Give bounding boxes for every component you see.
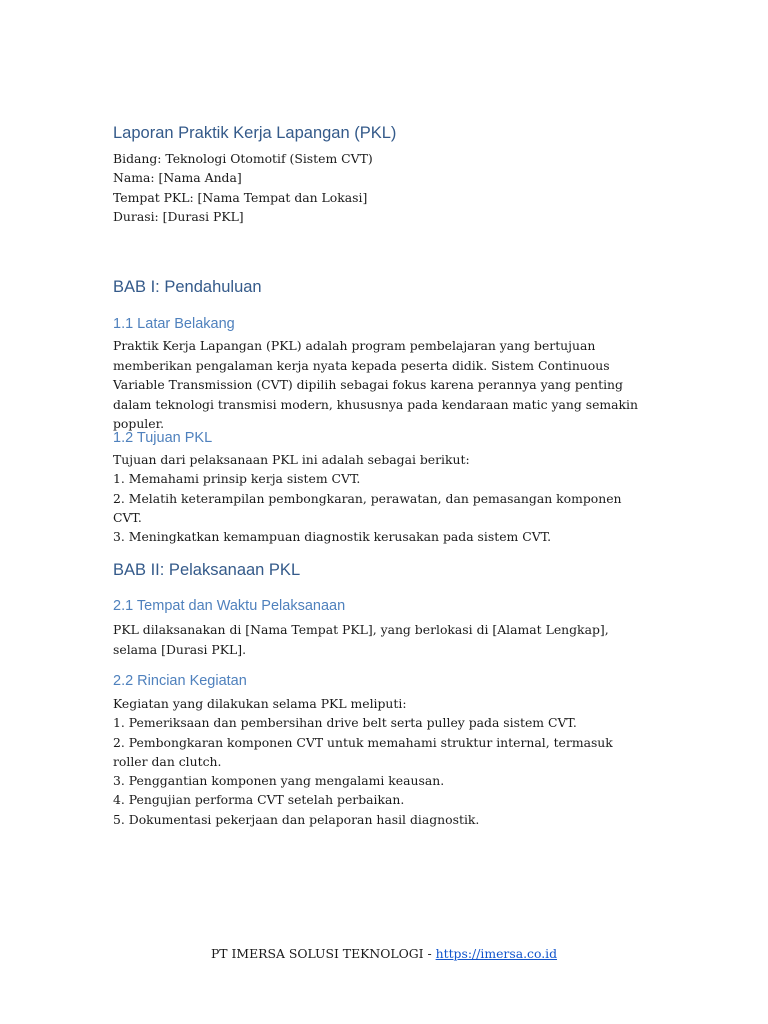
page-footer — [0, 946, 768, 961]
list-item: 2. Melatih keterampilan pembongkaran, perawatan, dan pemasangan komponen CVT. — [113, 490, 622, 525]
section-2-2-heading: 2.2 Rincian Kegiatan — [113, 673, 247, 689]
section-1-2-list — [113, 450, 648, 546]
section-2-2-list — [113, 694, 648, 829]
meta-place: Tempat PKL: [Nama Tempat dan Lokasi] — [113, 189, 368, 205]
meta-field: Bidang: Teknologi Otomotif (Sistem CVT) — [113, 151, 373, 166]
section-1-1-text: Praktik Kerja Lapangan (PKL) adalah program pembelajaran yang bertujuan memberikan pengalaman kerja nyata kepada peserta didik. Sistem Continuous Variable Transmission (CVT) dipilih sebagai fokus karena perannya yang penting dalam teknologi transmisi modern, khususnya pada kendaraan matic yang semakin populer. — [113, 338, 639, 431]
list-item: 3. Penggantian komponen yang mengalami keausan. — [113, 773, 445, 789]
list-intro: Tujuan dari pelaksanaan PKL ini adalah sebagai berikut: — [113, 452, 470, 467]
document-meta — [113, 149, 373, 226]
section-1-1-heading: 1.1 Latar Belakang — [113, 316, 235, 332]
list-item: 4. Pengujian performa CVT setelah perbaikan. — [113, 792, 405, 808]
meta-duration: Durasi: [Durasi PKL] — [113, 208, 244, 224]
footer-company: PT IMERSA SOLUSI TEKNOLOGI - — [210, 946, 436, 961]
list-item: 3. Meningkatkan kemampuan diagnostik kerusakan pada sistem CVT. — [113, 529, 552, 545]
meta-name: Nama: [Nama Anda] — [113, 170, 242, 186]
list-intro: Kegiatan yang dilakukan selama PKL meliputi: — [113, 696, 407, 711]
footer-link[interactable]: https://imersa.co.id — [435, 946, 558, 961]
bab2-heading: BAB II: Pelaksanaan PKL — [113, 561, 301, 579]
list-item: 5. Dokumentasi pekerjaan dan pelaporan hasil diagnostik. — [113, 811, 480, 827]
document-title: Laporan Praktik Kerja Lapangan (PKL) — [113, 124, 397, 142]
bab1-heading: BAB I: Pendahuluan — [113, 278, 262, 296]
section-1-2-heading: 1.2 Tujuan PKL — [113, 430, 213, 446]
section-2-1-heading: 2.1 Tempat dan Waktu Pelaksanaan — [113, 598, 346, 614]
list-item: 1. Pemeriksaan dan pembersihan drive belt serta pulley pada sistem CVT. — [113, 715, 577, 731]
section-2-1-text: PKL dilaksanakan di [Nama Tempat PKL], yang berlokasi di [Alamat Lengkap], selama [Durasi PKL]. — [113, 622, 609, 657]
list-item: 1. Memahami prinsip kerja sistem CVT. — [113, 471, 361, 487]
list-item: 2. Pembongkaran komponen CVT untuk memahami struktur internal, termasuk roller dan clutch. — [113, 734, 613, 769]
